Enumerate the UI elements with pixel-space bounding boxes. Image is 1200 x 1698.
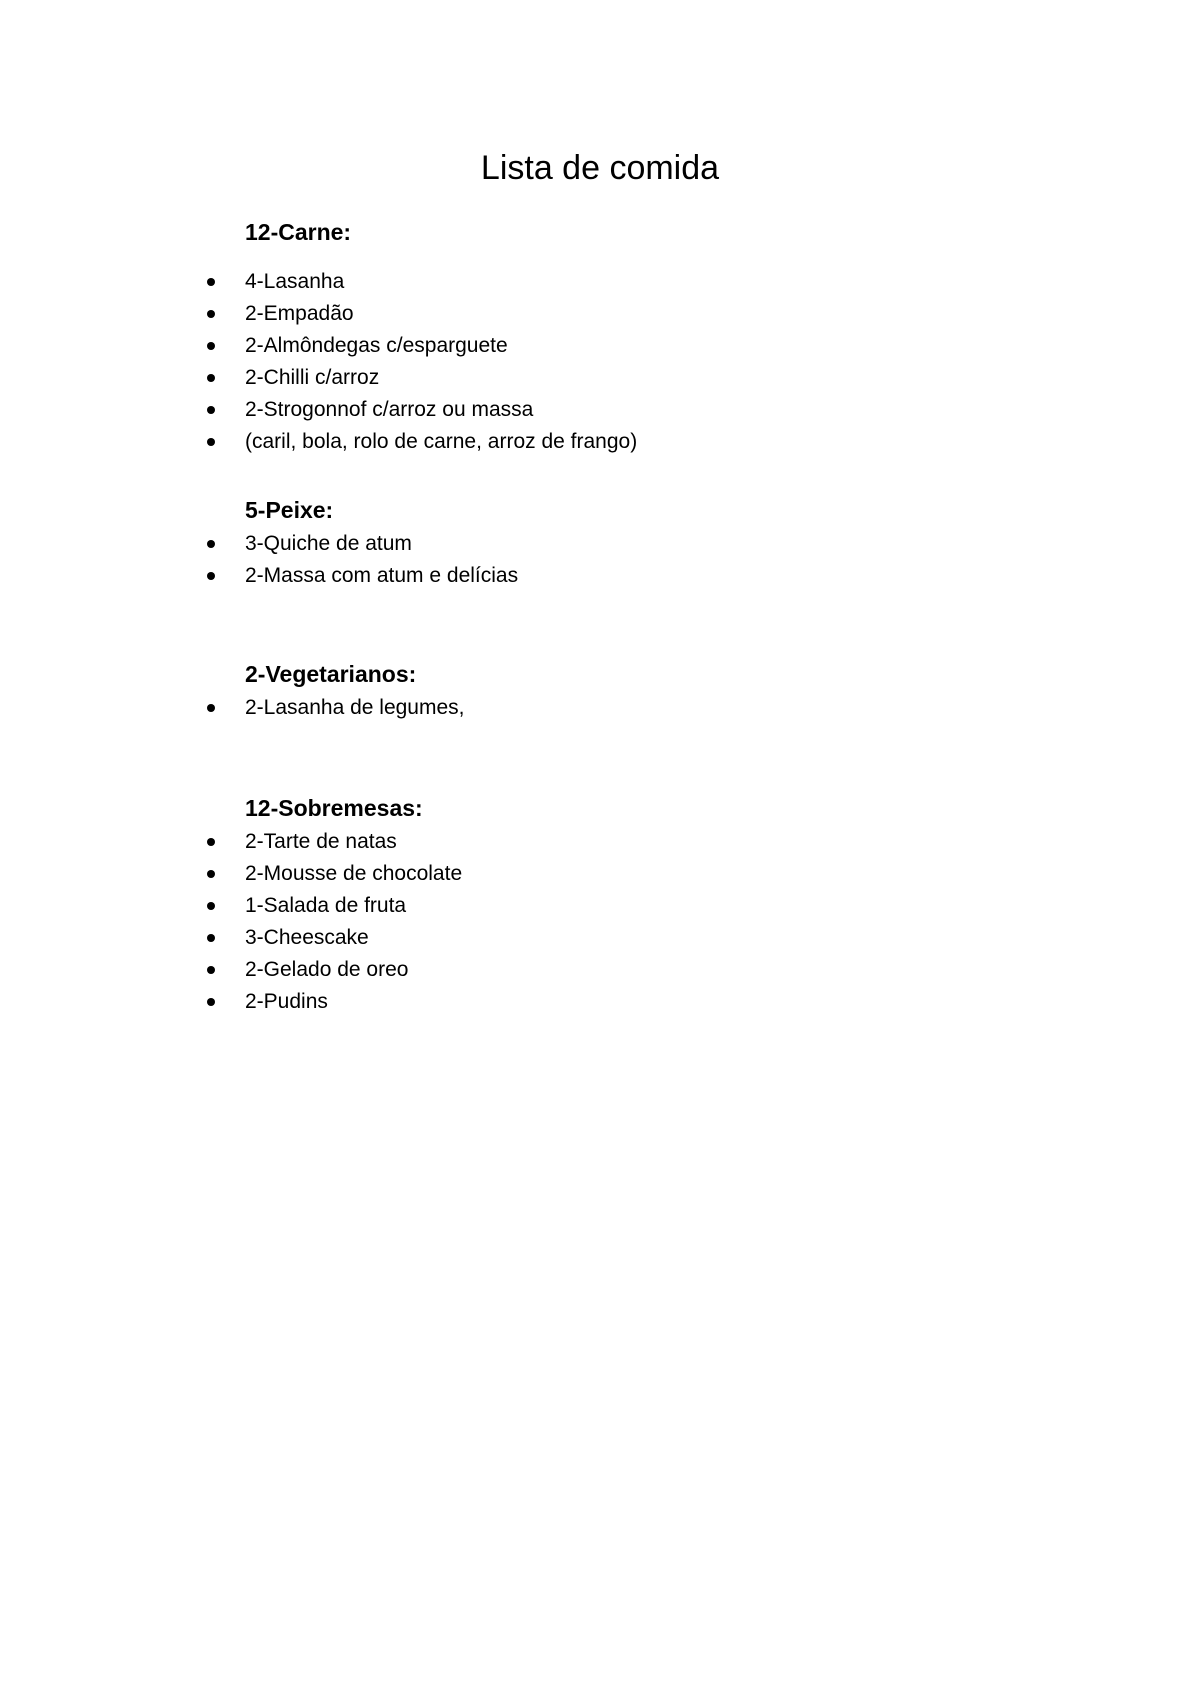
item-label: 2-Gelado de oreo bbox=[245, 958, 409, 981]
item-label: 1-Salada de fruta bbox=[245, 894, 407, 917]
bullet-icon bbox=[207, 406, 215, 414]
bullet-icon bbox=[207, 934, 215, 942]
item-label: 2-Tarte de natas bbox=[245, 830, 397, 853]
item-label: 2-Mousse de chocolate bbox=[245, 862, 463, 885]
bullet-icon bbox=[207, 966, 215, 974]
item-label: 2-Massa com atum e delícias bbox=[245, 564, 519, 587]
section-heading: 12-Sobremesas: bbox=[245, 795, 423, 821]
item-label: 2-Almôndegas c/esparguete bbox=[245, 334, 508, 357]
bullet-icon bbox=[207, 838, 215, 846]
section-heading: 2-Vegetarianos: bbox=[245, 661, 417, 687]
item-label: 2-Chilli c/arroz bbox=[245, 366, 380, 389]
item-label: 2-Pudins bbox=[245, 990, 328, 1013]
bullet-icon bbox=[207, 998, 215, 1006]
item-label: 4-Lasanha bbox=[245, 270, 345, 293]
bullet-icon bbox=[207, 870, 215, 878]
document-title: Lista de comida bbox=[480, 149, 720, 187]
item-label: 3-Cheescake bbox=[245, 926, 369, 949]
bullet-icon bbox=[207, 704, 215, 712]
bullet-icon bbox=[207, 540, 215, 548]
section-heading: 12-Carne: bbox=[245, 219, 352, 245]
item-label: 2-Strogonnof c/arroz ou massa bbox=[245, 398, 534, 421]
bullet-icon bbox=[207, 902, 215, 910]
item-label: (caril, bola, rolo de carne, arroz de frango) bbox=[245, 430, 638, 453]
item-label: 2-Lasanha de legumes, bbox=[245, 696, 465, 719]
section-heading: 5-Peixe: bbox=[245, 497, 334, 523]
bullet-icon bbox=[207, 374, 215, 382]
bullet-icon bbox=[207, 310, 215, 318]
bullet-icon bbox=[207, 438, 215, 446]
item-label: 2-Empadão bbox=[245, 302, 354, 325]
bullet-icon bbox=[207, 342, 215, 350]
bullet-icon bbox=[207, 572, 215, 580]
item-label: 3-Quiche de atum bbox=[245, 532, 412, 555]
bullet-icon bbox=[207, 278, 215, 286]
